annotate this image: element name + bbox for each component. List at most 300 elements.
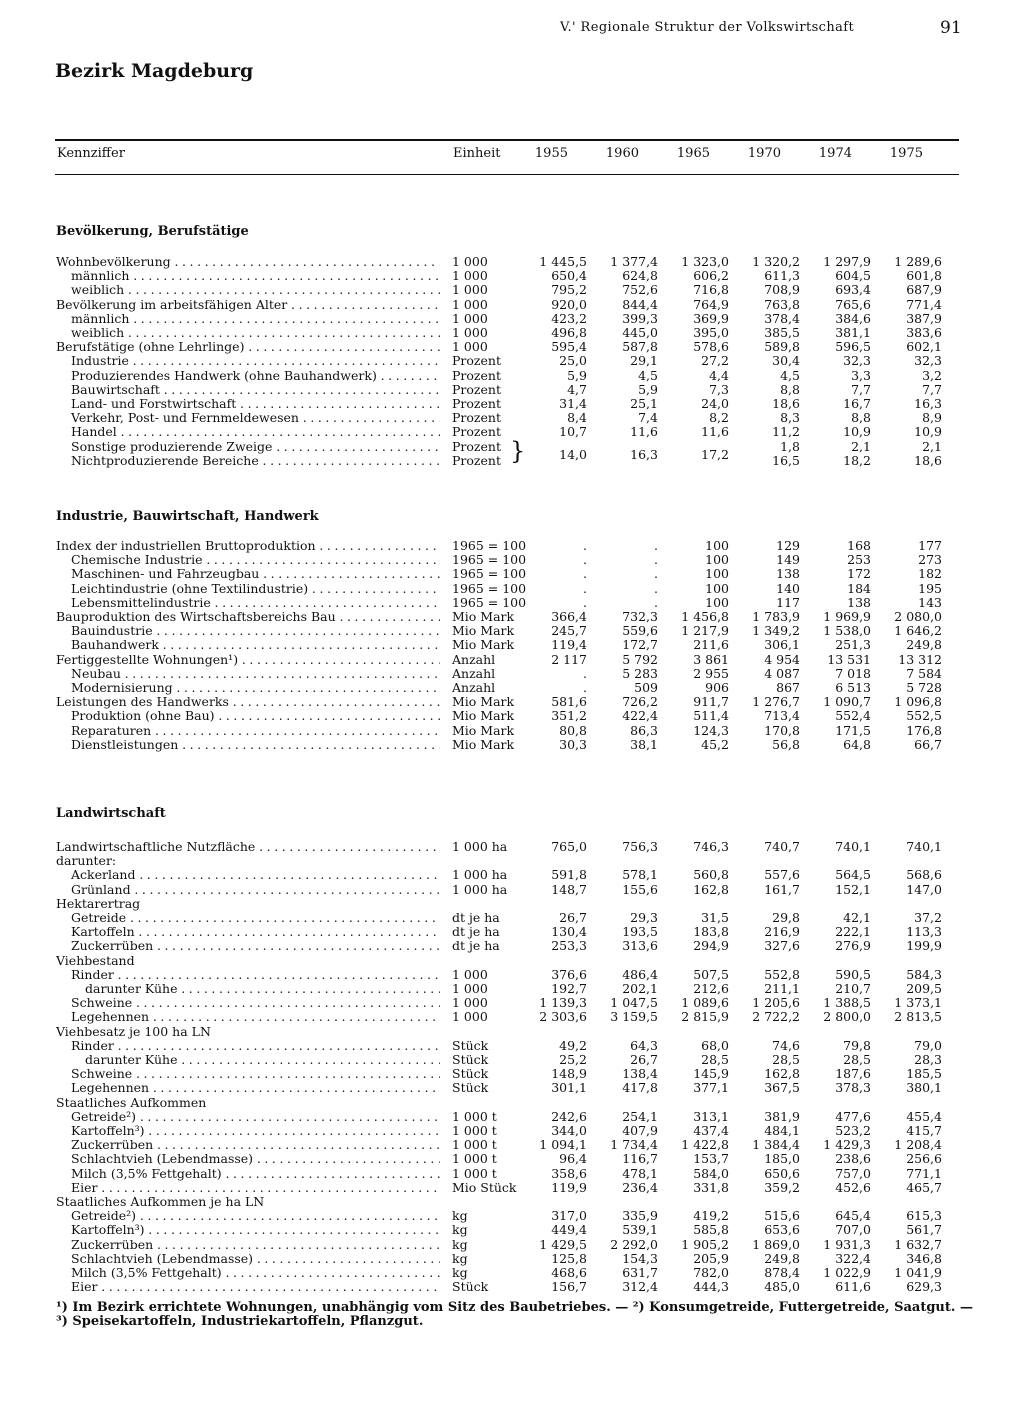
table-row — [0, 925, 1024, 939]
table-row — [0, 1081, 1024, 1095]
row-unit: Mio Mark — [452, 609, 515, 624]
row-value: 587,8 — [622, 339, 658, 355]
table-row — [0, 1039, 1024, 1053]
brace-mark: } — [510, 436, 526, 465]
row-value: 211,6 — [693, 637, 729, 653]
row-label: Getreide . . . — [71, 911, 440, 925]
row-unit: Mio Mark — [452, 708, 515, 724]
row-value: 756,3 — [622, 839, 658, 854]
row-value: 177 — [918, 538, 942, 553]
row-value: 331,8 — [693, 1179, 729, 1195]
table-row — [0, 982, 1024, 996]
row-value: 56,8 — [772, 736, 800, 752]
row-label: Dienstleistungen . . . — [71, 738, 440, 752]
row-value: 119,4 — [551, 637, 587, 653]
row-label: Staatliches Aufkommen — [56, 1095, 207, 1110]
row-value: 589,8 — [764, 339, 800, 355]
table-row — [0, 968, 1024, 982]
table-row — [0, 383, 1024, 397]
row-label: Fertiggestellte Wohnungen¹) . . . — [56, 653, 440, 667]
row-value: 1 969,9 — [823, 609, 871, 624]
row-value: 8,4 — [567, 410, 587, 426]
column-header-unit: Einheit — [453, 146, 501, 161]
row-value: 8,3 — [780, 410, 800, 426]
row-value: 732,3 — [622, 609, 658, 624]
row-value: 771,1 — [906, 1165, 942, 1181]
row-value: 557,6 — [764, 867, 800, 883]
row-value: 245,7 — [551, 623, 587, 639]
row-value: 707,0 — [835, 1222, 871, 1238]
row-value: 86,3 — [630, 722, 658, 738]
row-unit: Prozent — [452, 410, 501, 426]
row-value: 795,2 — [551, 282, 587, 298]
row-value: 1 139,3 — [539, 995, 587, 1011]
row-value: 149 — [776, 552, 800, 568]
row-label: Eier . . . — [71, 1280, 440, 1294]
row-label: Handel . . . — [71, 425, 440, 439]
row-unit: 1 000 ha — [452, 839, 508, 854]
row-value: 561,7 — [906, 1222, 942, 1238]
row-value: 147,0 — [906, 881, 942, 897]
row-value: 119,9 — [551, 1179, 587, 1195]
row-label: Wohnbevölkerung . . . — [56, 255, 440, 269]
column-header-year: 1955 — [534, 146, 568, 161]
row-value: 564,5 — [835, 867, 871, 883]
row-label: Legehennen . . . — [71, 1081, 440, 1095]
row-value: 10,9 — [843, 424, 871, 440]
row-value: 1 208,4 — [894, 1137, 942, 1153]
row-value: 515,6 — [764, 1208, 800, 1224]
row-value: 25,0 — [559, 353, 587, 369]
row-value: 5,9 — [638, 381, 658, 397]
table-row — [0, 1010, 1024, 1024]
row-value: 18,2 — [843, 452, 871, 468]
row-value: 116,7 — [622, 1151, 658, 1167]
row-value: 509 — [634, 680, 658, 695]
table-row — [0, 298, 1024, 312]
row-unit: 1 000 t — [452, 1165, 497, 1181]
row-value: . — [654, 594, 658, 610]
row-unit: 1 000 — [452, 339, 488, 355]
row-value: 256,6 — [906, 1151, 942, 1167]
row-label: Viehbestand — [56, 953, 135, 968]
column-header-year: 1975 — [889, 146, 923, 161]
row-unit: Prozent — [452, 367, 501, 383]
row-value: 211,1 — [764, 981, 800, 996]
row-value: 844,4 — [622, 296, 658, 312]
table-row — [0, 695, 1024, 709]
table-row — [0, 1025, 1024, 1039]
row-unit: dt je ha — [452, 924, 500, 940]
row-value: 64,3 — [630, 1037, 658, 1053]
row-value: 7,3 — [709, 381, 729, 397]
table-row — [0, 1124, 1024, 1138]
row-value: 3 159,5 — [610, 1009, 658, 1025]
row-value: 604,5 — [835, 268, 871, 284]
row-value: 276,9 — [835, 938, 871, 954]
row-value: . — [654, 538, 658, 553]
row-value: 2,1 — [851, 438, 871, 454]
row-label: Leichtindustrie (ohne Textilindustrie) . . . — [71, 582, 440, 596]
row-value: 445,0 — [622, 325, 658, 340]
row-value: 1 632,7 — [894, 1236, 942, 1252]
table-row — [0, 369, 1024, 383]
row-label: männlich . . . — [71, 312, 440, 326]
footnote-line: ³) Speisekartoffeln, Industriekartoffeln, Pflanzgut. — [56, 1314, 424, 1329]
row-value: 422,4 — [622, 708, 658, 724]
row-value: 2 080,0 — [894, 609, 942, 624]
row-label: Milch (3,5% Fettgehalt) . . . — [71, 1266, 440, 1280]
column-header-year: 1970 — [747, 146, 781, 161]
row-value: 381,1 — [835, 325, 871, 340]
row-value: 369,9 — [693, 310, 729, 326]
row-value: 507,5 — [693, 966, 729, 982]
row-value: 602,1 — [906, 339, 942, 355]
row-label: Schlachtvieh (Lebendmasse) . . . — [71, 1252, 440, 1266]
row-value: 449,4 — [551, 1222, 587, 1238]
row-label: Land- und Forstwirtschaft . . . — [71, 397, 440, 411]
row-unit: 1 000 — [452, 966, 488, 982]
row-value: 478,1 — [622, 1165, 658, 1181]
row-value: 154,3 — [622, 1250, 658, 1266]
table-row — [0, 667, 1024, 681]
table-row — [0, 1209, 1024, 1223]
row-value: 155,6 — [622, 881, 658, 897]
row-label: Nichtproduzierende Bereiche . . . — [71, 454, 440, 468]
row-value: 423,2 — [551, 310, 587, 326]
row-value: 484,1 — [764, 1123, 800, 1138]
row-value: 49,2 — [559, 1037, 587, 1053]
row-value: 552,8 — [764, 966, 800, 982]
table-row — [0, 1181, 1024, 1195]
row-value: 148,7 — [551, 881, 587, 897]
row-value: 26,7 — [630, 1052, 658, 1067]
row-value: 210,7 — [835, 981, 871, 996]
row-value: 2,1 — [922, 438, 942, 454]
row-value: 650,6 — [764, 1165, 800, 1181]
row-value: 693,4 — [835, 282, 871, 298]
row-unit: Mio Mark — [452, 694, 515, 710]
row-unit: Mio Mark — [452, 722, 515, 738]
row-label: Kartoffeln . . . — [71, 925, 440, 939]
table-row — [0, 312, 1024, 326]
row-value: 344,0 — [551, 1123, 587, 1138]
row-value: 417,8 — [622, 1080, 658, 1096]
row-value: 1 047,5 — [610, 995, 658, 1011]
row-label: Reparaturen . . . — [71, 724, 440, 738]
table-row — [0, 724, 1024, 738]
column-header-year: 1960 — [605, 146, 639, 161]
row-unit: Anzahl — [452, 651, 496, 667]
row-unit: 1965 = 100 — [452, 538, 527, 553]
row-value: 322,4 — [835, 1250, 871, 1266]
row-label: Kartoffeln³) . . . — [71, 1124, 440, 1138]
row-value: . — [583, 552, 587, 568]
row-value: 590,5 — [835, 966, 871, 982]
row-value: 28,3 — [914, 1052, 942, 1067]
row-value: 615,3 — [906, 1208, 942, 1224]
row-label: Bauproduktion des Wirtschaftsbereichs Bau . . . — [56, 610, 440, 624]
row-label: Schweine . . . — [71, 1067, 440, 1081]
row-unit: dt je ha — [452, 938, 500, 954]
row-value: 25,2 — [559, 1052, 587, 1067]
row-value: 1 041,9 — [894, 1265, 942, 1280]
row-value: 764,9 — [693, 296, 729, 312]
table-row — [0, 1195, 1024, 1209]
row-value: 313,1 — [693, 1108, 729, 1124]
row-value: 650,4 — [551, 268, 587, 284]
column-header-year: 1965 — [676, 146, 710, 161]
row-value: 11,6 — [701, 424, 729, 440]
row-label: Leistungen des Handwerks . . . — [56, 695, 440, 709]
table-row — [0, 1238, 1024, 1252]
row-value: 1 289,6 — [894, 254, 942, 269]
table-row — [0, 326, 1024, 340]
row-label: Bauwirtschaft . . . — [71, 383, 440, 397]
row-unit: 1 000 ha — [452, 867, 508, 883]
row-value: 585,8 — [693, 1222, 729, 1238]
row-value: 202,1 — [622, 981, 658, 996]
row-value: 140 — [776, 580, 800, 596]
row-value: 595,4 — [551, 339, 587, 355]
row-value: 4,4 — [709, 367, 729, 383]
page-number: 91 — [940, 18, 962, 38]
row-value: 378,3 — [835, 1080, 871, 1096]
row-unit: 1 000 — [452, 1009, 488, 1025]
row-value: 13 312 — [898, 651, 942, 667]
row-value: 253 — [847, 552, 871, 568]
row-value: 5,9 — [567, 367, 587, 383]
table-row — [0, 354, 1024, 368]
section-title: Bevölkerung, Berufstätige — [56, 224, 249, 239]
row-value: 172 — [847, 566, 871, 582]
row-value: 911,7 — [693, 694, 729, 710]
row-unit: 1 000 — [452, 254, 488, 269]
row-value: 64,8 — [843, 736, 871, 752]
table-row — [0, 1110, 1024, 1124]
table-row — [0, 897, 1024, 911]
row-value: 539,1 — [622, 1222, 658, 1238]
row-value: 568,6 — [906, 867, 942, 883]
row-label: Modernisierung . . . — [71, 681, 440, 695]
row-value: 763,8 — [764, 296, 800, 312]
row-value: 1 377,4 — [610, 254, 658, 269]
row-unit: 1 000 t — [452, 1151, 497, 1167]
row-value: 1 931,3 — [823, 1236, 871, 1252]
row-value: 253,3 — [551, 938, 587, 954]
row-label: Rinder . . . — [71, 968, 440, 982]
row-value: 486,4 — [622, 966, 658, 982]
running-header: V.' Regionale Struktur der Volkswirtschaft — [560, 20, 855, 35]
row-value: 162,8 — [693, 881, 729, 897]
row-value: 1 320,2 — [752, 254, 800, 269]
table-row — [0, 883, 1024, 897]
row-value: 376,6 — [551, 966, 587, 982]
row-value: 920,0 — [551, 296, 587, 312]
row-value: 5 283 — [622, 665, 658, 681]
row-value: . — [583, 680, 587, 695]
row-unit: 1 000 t — [452, 1108, 497, 1124]
table-row — [0, 939, 1024, 953]
row-value: 601,8 — [906, 268, 942, 284]
row-value: 187,6 — [835, 1066, 871, 1082]
row-value: 18,6 — [772, 396, 800, 411]
row-unit: dt je ha — [452, 910, 500, 925]
row-value: 4 087 — [764, 665, 800, 681]
row-value: 477,6 — [835, 1108, 871, 1124]
row-value: 79,8 — [843, 1037, 871, 1053]
row-value: 306,1 — [764, 637, 800, 653]
row-value: 419,2 — [693, 1208, 729, 1224]
row-label: Eier . . . — [71, 1181, 440, 1195]
row-value: 468,6 — [551, 1265, 587, 1280]
row-value: 378,4 — [764, 310, 800, 326]
row-value: 746,3 — [693, 839, 729, 854]
row-label: Verkehr, Post- und Fernmeldewesen . . . — [71, 411, 440, 425]
table-row — [0, 539, 1024, 553]
row-value: 138 — [776, 566, 800, 582]
row-value: 687,9 — [906, 282, 942, 298]
row-value: 10,9 — [914, 424, 942, 440]
table-row — [0, 340, 1024, 354]
row-value: 68,0 — [701, 1037, 729, 1053]
row-value: 317,0 — [551, 1208, 587, 1224]
row-value: 358,6 — [551, 1165, 587, 1181]
row-value: 100 — [705, 594, 729, 610]
row-value: 193,5 — [622, 924, 658, 940]
row-label: Index der industriellen Bruttoproduktion . . . — [56, 539, 440, 553]
table-row — [0, 1266, 1024, 1280]
row-value: 624,8 — [622, 268, 658, 284]
row-value: 611,6 — [835, 1279, 871, 1295]
row-label: Produzierendes Handwerk (ohne Bauhandwerk) . . . — [71, 369, 440, 383]
row-unit: 1 000 — [452, 282, 488, 298]
row-value: 38,1 — [630, 736, 658, 752]
table-row — [0, 1053, 1024, 1067]
row-value: 182 — [918, 566, 942, 582]
row-value: 2 815,9 — [681, 1009, 729, 1025]
table-row — [0, 269, 1024, 283]
row-value: 195 — [918, 580, 942, 596]
row-value: 765,6 — [835, 296, 871, 312]
row-value: 251,3 — [835, 637, 871, 653]
table-row — [0, 567, 1024, 581]
row-value: 3,3 — [851, 367, 871, 383]
row-value: 79,0 — [914, 1037, 942, 1053]
row-unit: 1965 = 100 — [452, 552, 527, 568]
row-unit: Prozent — [452, 438, 501, 454]
row-value: 294,9 — [693, 938, 729, 954]
row-value: 4,7 — [567, 381, 587, 397]
row-value: 153,7 — [693, 1151, 729, 1167]
row-value: 1 297,9 — [823, 254, 871, 269]
table-row — [0, 653, 1024, 667]
row-value: 100 — [705, 566, 729, 582]
row-value: 584,3 — [906, 966, 942, 982]
row-value: 346,8 — [906, 1250, 942, 1266]
row-label: Legehennen . . . — [71, 1010, 440, 1024]
row-value: 765,0 — [551, 839, 587, 854]
row-value: 249,8 — [906, 637, 942, 653]
row-value: 152,1 — [835, 881, 871, 897]
row-unit: Mio Mark — [452, 736, 515, 752]
row-value: 552,4 — [835, 708, 871, 724]
row-unit: 1965 = 100 — [452, 580, 527, 596]
table-row — [0, 638, 1024, 652]
row-value: 100 — [705, 552, 729, 568]
row-value: 205,9 — [693, 1250, 729, 1266]
row-label: Staatliches Aufkommen je ha LN — [56, 1195, 265, 1209]
row-unit: 1 000 — [452, 296, 488, 312]
row-value: 125,8 — [551, 1250, 587, 1266]
row-label: männlich . . . — [71, 269, 440, 283]
table-row — [0, 681, 1024, 695]
row-value: 335,9 — [622, 1208, 658, 1224]
row-value: 183,8 — [693, 924, 729, 940]
row-unit: kg — [452, 1250, 468, 1266]
row-value: 212,6 — [693, 981, 729, 996]
row-value: 584,0 — [693, 1165, 729, 1181]
row-value: 1 429,3 — [823, 1137, 871, 1153]
row-label: Industrie . . . — [71, 354, 440, 368]
row-value: 96,4 — [559, 1151, 587, 1167]
row-value: 313,6 — [622, 938, 658, 954]
row-value: 2 722,2 — [752, 1009, 800, 1025]
row-value: 366,4 — [551, 609, 587, 624]
row-value: 161,7 — [764, 881, 800, 897]
table-row — [0, 854, 1024, 868]
row-label: Bevölkerung im arbeitsfähigen Alter . . . — [56, 298, 440, 312]
row-value: 1 388,5 — [823, 995, 871, 1011]
row-value: 415,7 — [906, 1123, 942, 1138]
row-value: 138 — [847, 594, 871, 610]
table-row — [0, 868, 1024, 882]
row-label: Getreide²) . . . — [71, 1209, 440, 1223]
row-value: 1 422,8 — [681, 1137, 729, 1153]
row-value: 185,5 — [906, 1066, 942, 1082]
table-row — [0, 954, 1024, 968]
section-title: Industrie, Bauwirtschaft, Handwerk — [56, 509, 319, 524]
column-header-year: 1974 — [818, 146, 852, 161]
row-label: Zuckerrüben . . . — [71, 939, 440, 953]
row-unit: Stück — [452, 1037, 489, 1053]
table-row — [0, 738, 1024, 752]
row-label: Lebensmittelindustrie . . . — [71, 596, 440, 610]
row-value: 273 — [918, 552, 942, 568]
row-value: 383,6 — [906, 325, 942, 340]
row-value: 184 — [847, 580, 871, 596]
row-value: 726,2 — [622, 694, 658, 710]
row-unit: kg — [452, 1236, 468, 1252]
row-value: 771,4 — [906, 296, 942, 312]
row-value: 5 728 — [906, 680, 942, 695]
row-label: Schlachtvieh (Lebendmasse) . . . — [71, 1152, 440, 1166]
row-value: 327,6 — [764, 938, 800, 954]
row-value: 377,1 — [693, 1080, 729, 1096]
row-value: . — [654, 566, 658, 582]
row-value: 124,3 — [693, 722, 729, 738]
row-value: 209,5 — [906, 981, 942, 996]
row-value: 8,9 — [922, 410, 942, 426]
row-value: 31,5 — [701, 910, 729, 925]
row-value: 496,8 — [551, 325, 587, 340]
row-value: 1 869,0 — [752, 1236, 800, 1252]
row-value: 606,2 — [693, 268, 729, 284]
row-unit: kg — [452, 1208, 468, 1224]
row-value: 399,3 — [622, 310, 658, 326]
row-value: 138,4 — [622, 1066, 658, 1082]
row-value: 878,4 — [764, 1265, 800, 1280]
